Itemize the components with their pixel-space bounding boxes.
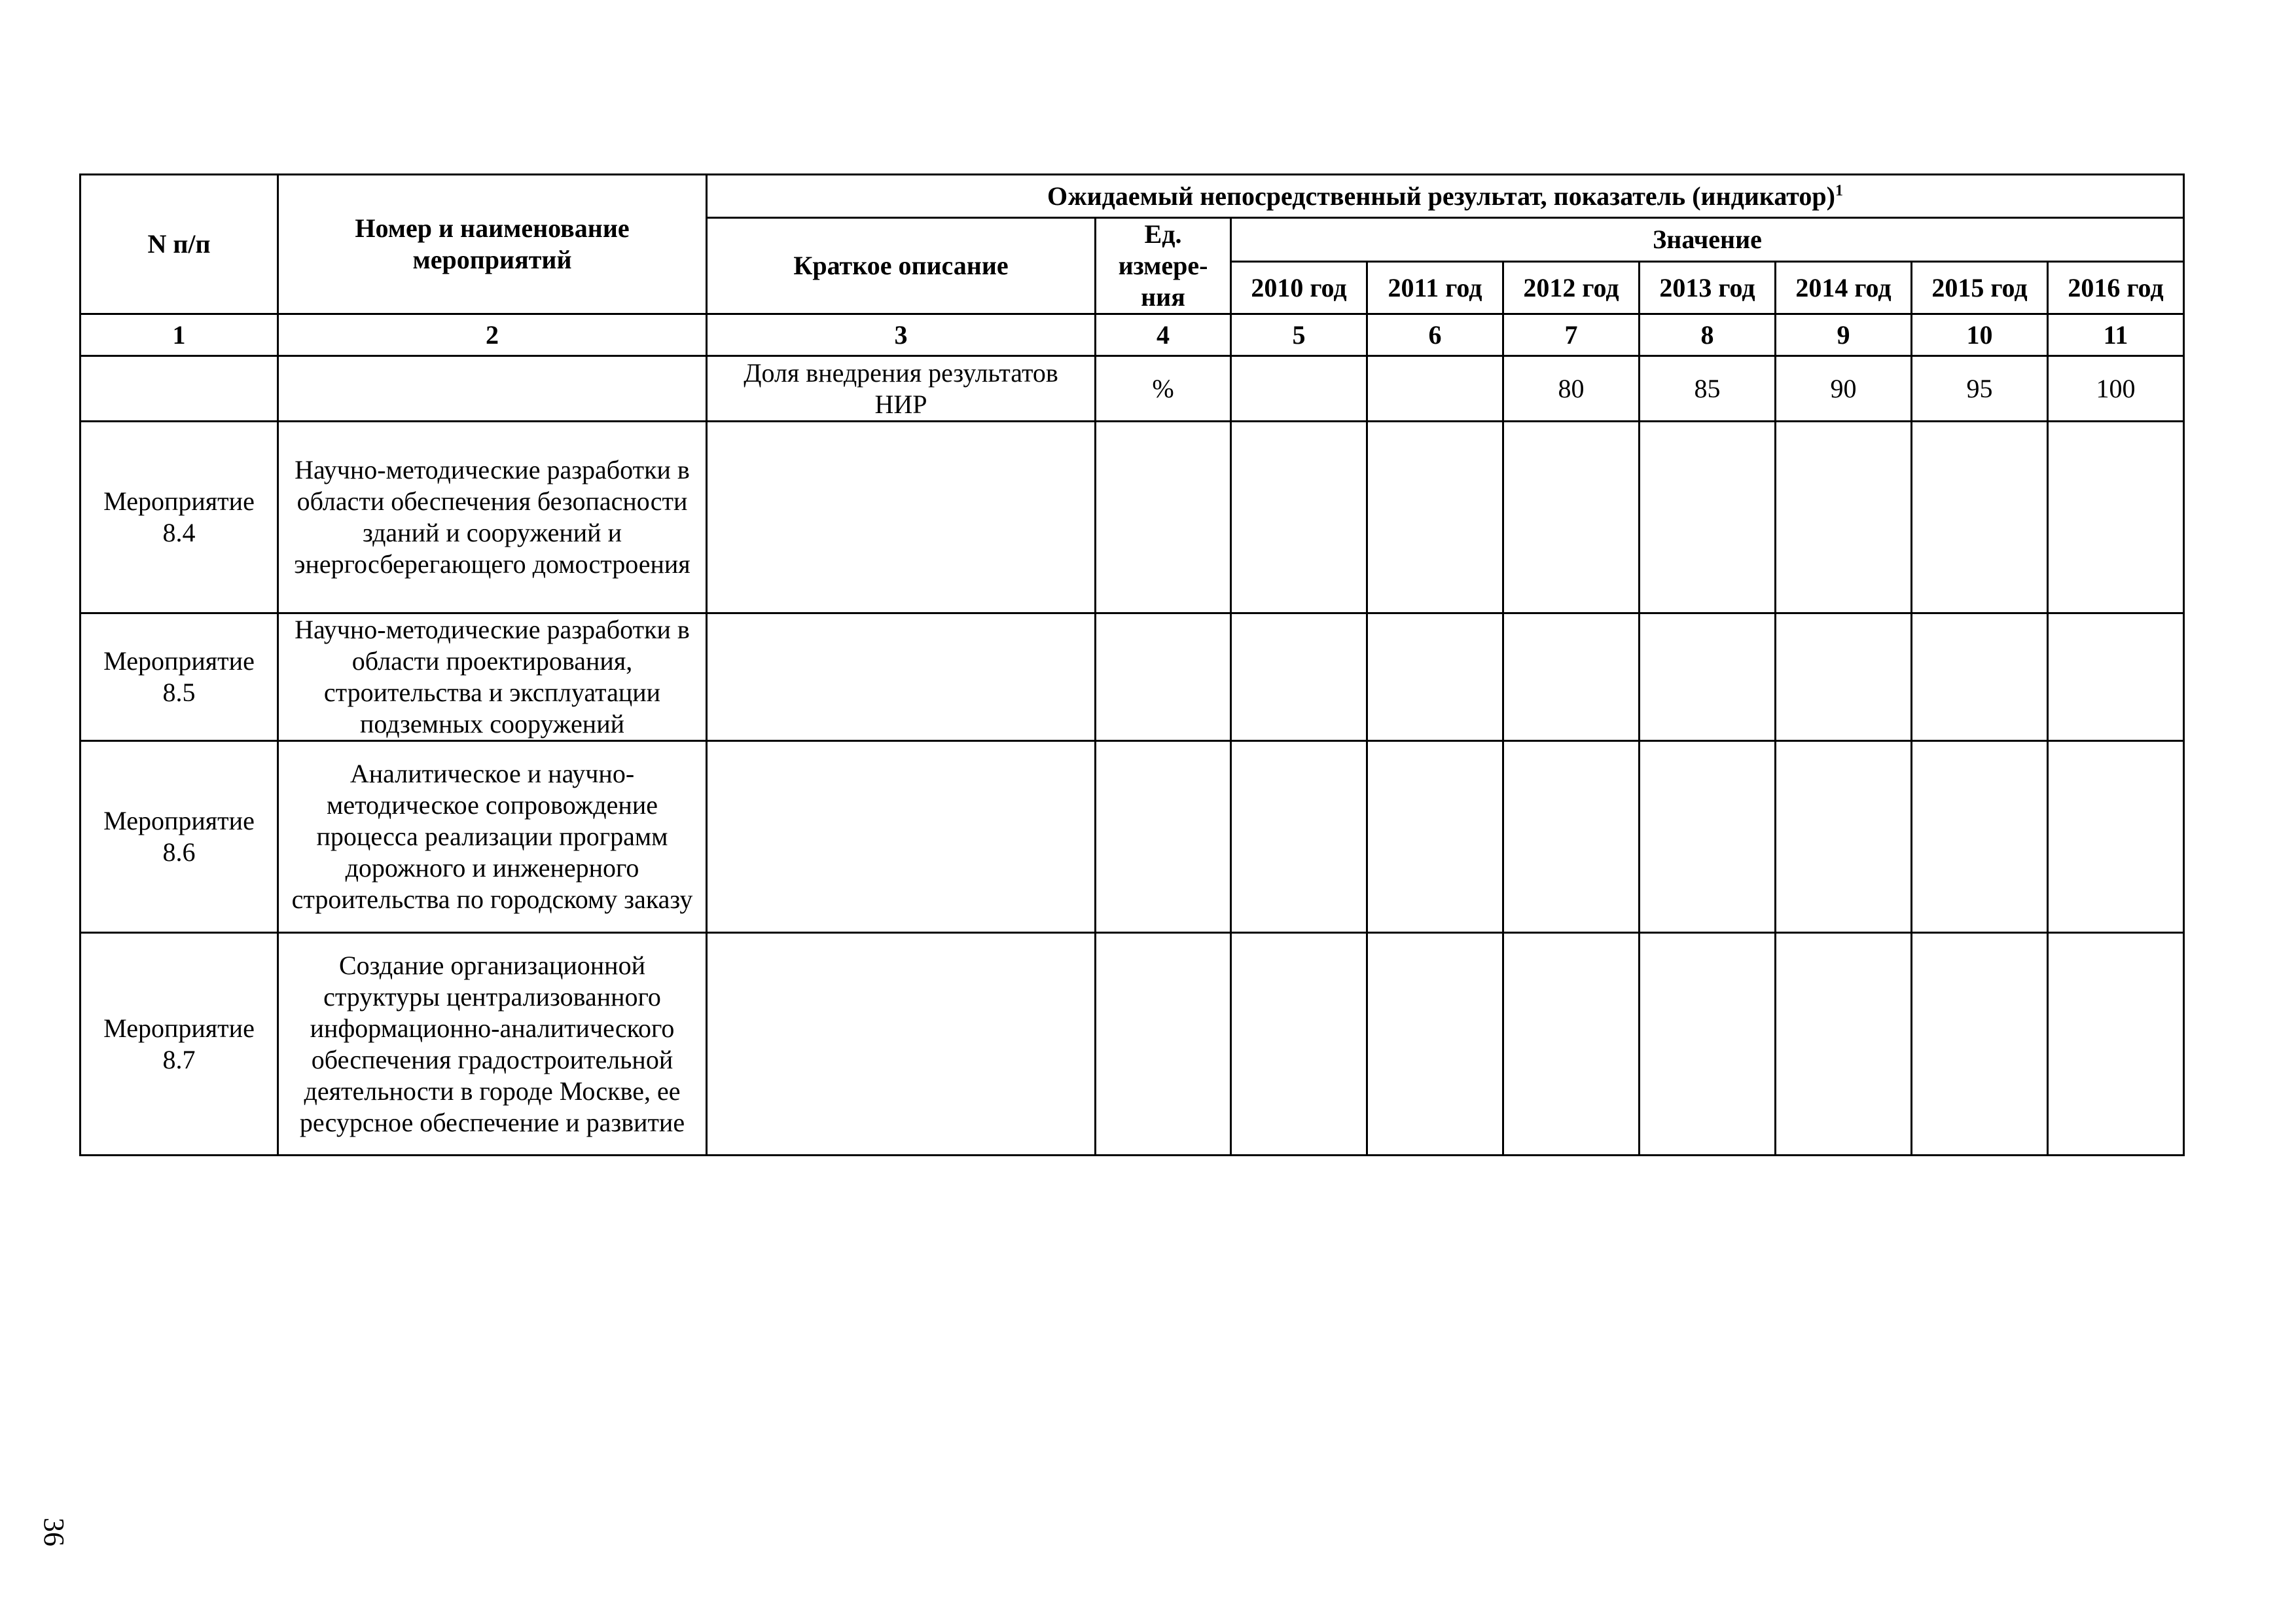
indicator-value-2013: 85 (1640, 356, 1776, 422)
header-event-name: Номер и наименование мероприятий (278, 175, 707, 314)
column-number: 11 (2048, 314, 2184, 356)
event-value-2013 (1640, 422, 1776, 613)
event-value-2011 (1367, 741, 1503, 933)
indicator-row (81, 356, 2184, 422)
event-value-2011 (1367, 613, 1503, 741)
indicator-num (81, 356, 278, 422)
header-year-2014: 2014 год (1776, 262, 1912, 314)
header-year-2012: 2012 год (1503, 262, 1640, 314)
event-unit (1096, 422, 1231, 613)
event-value-2011 (1367, 422, 1503, 613)
event-value-2012 (1503, 422, 1640, 613)
header-expected-result-text: Ожидаемый непосредственный результат, показатель (индикатор) (1047, 181, 1835, 211)
header-year-2015: 2015 год (1912, 262, 2048, 314)
event-num: Мероприятие 8.7 (81, 933, 278, 1156)
event-value-2013 (1640, 933, 1776, 1156)
header-unit: Ед. измере-ния (1096, 218, 1231, 314)
column-numbers-row (81, 314, 2184, 356)
header-year-2011: 2011 год (1367, 262, 1503, 314)
header-row-1 (81, 175, 2184, 218)
event-unit (1096, 933, 1231, 1156)
event-value-2014 (1776, 933, 1912, 1156)
event-value-2012 (1503, 741, 1640, 933)
table-row (81, 741, 2184, 933)
event-value-2016 (2048, 741, 2184, 933)
event-value-2016 (2048, 933, 2184, 1156)
event-value-2015 (1912, 422, 2048, 613)
indicator-value-2012: 80 (1503, 356, 1640, 422)
event-value-2012 (1503, 613, 1640, 741)
column-number: 1 (81, 314, 278, 356)
event-num: Мероприятие 8.6 (81, 741, 278, 933)
header-short-description: Краткое описание (707, 218, 1096, 314)
header-expected-result (707, 175, 2184, 218)
event-description (707, 613, 1096, 741)
event-value-2014 (1776, 741, 1912, 933)
header-year-2016: 2016 год (2048, 262, 2184, 314)
event-value-2015 (1912, 613, 2048, 741)
indicator-description: Доля внедрения результатов НИР (707, 356, 1096, 422)
header-year-2010: 2010 год (1231, 262, 1367, 314)
event-name: Аналитическое и научно-методическое сопровождение процесса реализации программ дорожного и инженерного строительства по городскому заказу (278, 741, 707, 933)
table-row (81, 933, 2184, 1156)
indicator-value-2014: 90 (1776, 356, 1912, 422)
event-value-2010 (1231, 422, 1367, 613)
event-name: Создание организационной структуры централизованного информационно-аналитического обеспечения градостроительной деятельности в городе Москве, ее ресурсное обеспечение и развитие (278, 933, 707, 1156)
event-value-2013 (1640, 613, 1776, 741)
event-num: Мероприятие 8.5 (81, 613, 278, 741)
column-number: 2 (278, 314, 707, 356)
event-value-2015 (1912, 741, 2048, 933)
event-unit (1096, 613, 1231, 741)
column-number: 7 (1503, 314, 1640, 356)
event-value-2010 (1231, 613, 1367, 741)
event-description (707, 422, 1096, 613)
indicators-table (79, 173, 2185, 1156)
indicator-value-2016: 100 (2048, 356, 2184, 422)
event-name: Научно-методические разработки в области проектирования, строительства и эксплуатации подземных сооружений (278, 613, 707, 741)
indicator-name (278, 356, 707, 422)
column-number: 8 (1640, 314, 1776, 356)
indicator-value-2010 (1231, 356, 1367, 422)
indicator-value-2015: 95 (1912, 356, 2048, 422)
column-number: 9 (1776, 314, 1912, 356)
column-number: 6 (1367, 314, 1503, 356)
event-description (707, 933, 1096, 1156)
footnote-mark: 1 (1835, 182, 1843, 200)
column-number: 10 (1912, 314, 2048, 356)
event-value-2016 (2048, 613, 2184, 741)
column-number: 4 (1096, 314, 1231, 356)
header-value: Значение (1231, 218, 2184, 262)
event-value-2011 (1367, 933, 1503, 1156)
event-value-2015 (1912, 933, 2048, 1156)
column-number: 3 (707, 314, 1096, 356)
header-year-2013: 2013 год (1640, 262, 1776, 314)
event-value-2014 (1776, 613, 1912, 741)
event-value-2016 (2048, 422, 2184, 613)
event-value-2010 (1231, 741, 1367, 933)
event-num: Мероприятие 8.4 (81, 422, 278, 613)
event-name: Научно-методические разработки в области обеспечения безопасности зданий и сооружений и энергосберегающего домостроения (278, 422, 707, 613)
column-number: 5 (1231, 314, 1367, 356)
event-value-2012 (1503, 933, 1640, 1156)
header-num: N п/п (81, 175, 278, 314)
table-row (81, 613, 2184, 741)
event-value-2013 (1640, 741, 1776, 933)
event-description (707, 741, 1096, 933)
event-value-2014 (1776, 422, 1912, 613)
indicator-unit: % (1096, 356, 1231, 422)
event-value-2010 (1231, 933, 1367, 1156)
page-number: 36 (38, 1518, 70, 1546)
event-unit (1096, 741, 1231, 933)
indicator-value-2011 (1367, 356, 1503, 422)
table-row (81, 422, 2184, 613)
